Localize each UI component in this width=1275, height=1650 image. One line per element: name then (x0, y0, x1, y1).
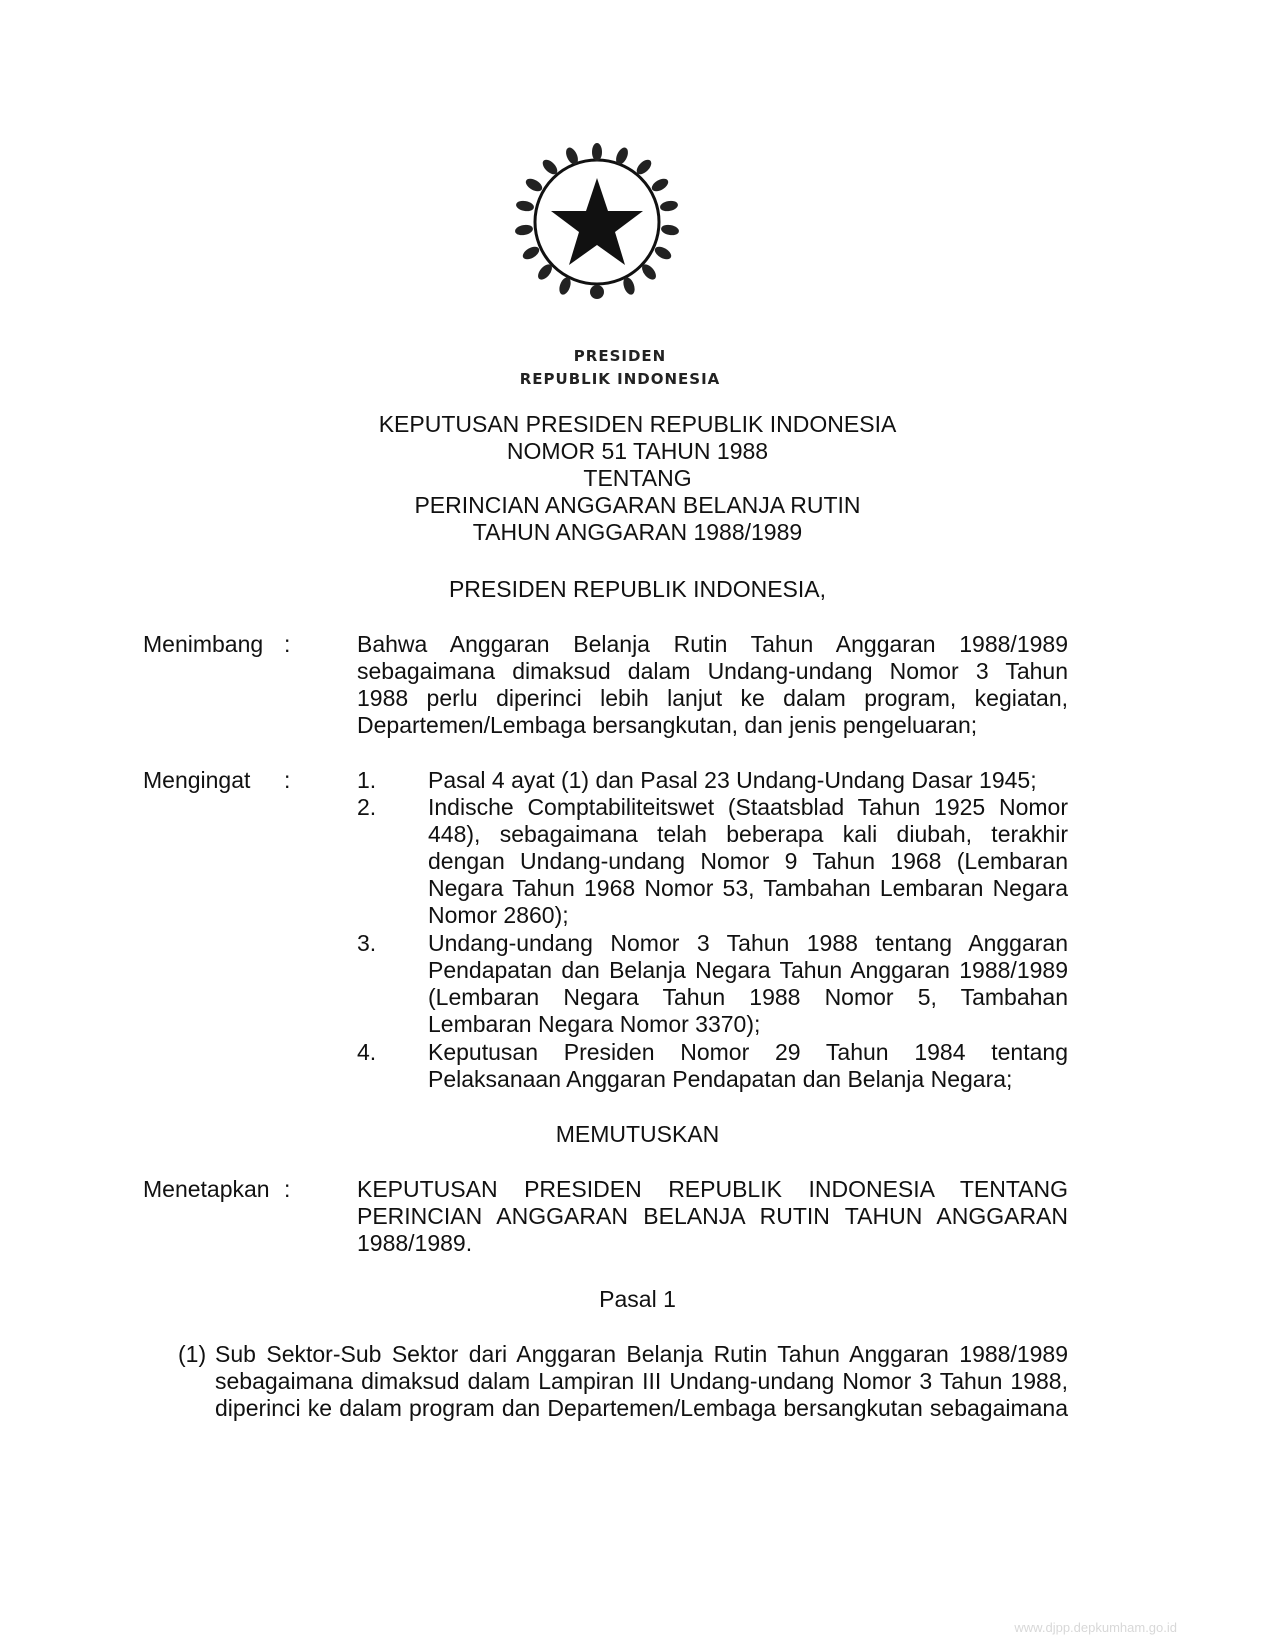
menetapkan-colon: : (284, 1176, 291, 1202)
menetapkan-line: PERINCIAN ANGGARAN BELANJA RUTIN TAHUN ANGGARAN (357, 1203, 1068, 1229)
memutuskan-heading: MEMUTUSKAN (555, 1121, 720, 1147)
mengingat-item-line: Keputusan Presiden Nomor 29 Tahun 1984 tentang (428, 1039, 1068, 1065)
mengingat-item-number: 1. (357, 767, 377, 793)
pasal-clause-line: sebagaimana dimaksud dalam Lampiran III Undang-undang Nomor 3 Tahun 1988, (215, 1368, 1068, 1394)
decree-title: KEPUTUSAN PRESIDEN REPUBLIK INDONESIA (378, 411, 897, 437)
pasal-clause-number: (1) (178, 1341, 207, 1367)
seal-subtitle: REPUBLIK INDONESIA (519, 370, 721, 388)
mengingat-item-line: Nomor 2860); (428, 902, 569, 928)
decree-subject: PERINCIAN ANGGARAN BELANJA RUTIN (414, 492, 861, 518)
source-watermark: www.djpp.depkumham.go.id (1014, 1620, 1177, 1635)
menimbang-colon: : (284, 631, 291, 657)
menimbang-label: Menimbang (143, 631, 264, 657)
seal-title: PRESIDEN (573, 347, 667, 365)
mengingat-item-line: dengan Undang-undang Nomor 9 Tahun 1968 (Lembaran (428, 848, 1068, 874)
president-line: PRESIDEN REPUBLIK INDONESIA, (448, 576, 827, 602)
mengingat-item-number: 3. (357, 930, 377, 956)
mengingat-item-number: 4. (357, 1039, 377, 1065)
pasal-clause-line: Sub Sektor-Sub Sektor dari Anggaran Belanja Rutin Tahun Anggaran 1988/1989 (215, 1341, 1068, 1367)
decree-fiscal-year: TAHUN ANGGARAN 1988/1989 (472, 519, 803, 545)
mengingat-item-line: Undang-undang Nomor 3 Tahun 1988 tentang Anggaran (428, 930, 1068, 956)
mengingat-label: Mengingat (143, 767, 251, 793)
pasal-heading: Pasal 1 (599, 1286, 676, 1312)
mengingat-item-number: 2. (357, 794, 377, 820)
mengingat-item-line: 448), sebagaimana telah beberapa kali diubah, terakhir (428, 821, 1068, 847)
mengingat-item-line: (Lembaran Negara Tahun 1988 Nomor 5, Tambahan (428, 984, 1068, 1010)
menetapkan-label: Menetapkan (143, 1176, 270, 1202)
pasal-clause-line: diperinci ke dalam program dan Departemen/Lembaga bersangkutan sebagaimana (215, 1395, 1068, 1421)
mengingat-item-line: Negara Tahun 1968 Nomor 53, Tambahan Lembaran Negara (428, 875, 1068, 901)
mengingat-item-line: Pasal 4 ayat (1) dan Pasal 23 Undang-Undang Dasar 1945; (428, 767, 1037, 793)
menetapkan-line: KEPUTUSAN PRESIDEN REPUBLIK INDONESIA TENTANG (357, 1176, 1068, 1202)
menimbang-line: 1988 perlu diperinci lebih lanjut ke dalam program, kegiatan, (357, 685, 1068, 711)
mengingat-item-line: Indische Comptabiliteitswet (Staatsblad Tahun 1925 Nomor (428, 794, 1068, 820)
menimbang-line: Departemen/Lembaga bersangkutan, dan jenis pengeluaran; (357, 712, 978, 738)
menimbang-line: Bahwa Anggaran Belanja Rutin Tahun Anggaran 1988/1989 (357, 631, 1068, 657)
decree-tentang: TENTANG (583, 465, 692, 491)
menetapkan-line: 1988/1989. (357, 1230, 473, 1256)
mengingat-item-line: Pendapatan dan Belanja Negara Tahun Anggaran 1988/1989 (428, 957, 1068, 983)
mengingat-item-line: Pelaksanaan Anggaran Pendapatan dan Belanja Negara; (428, 1066, 1013, 1092)
mengingat-item-line: Lembaran Negara Nomor 3370); (428, 1011, 761, 1037)
mengingat-colon: : (284, 767, 291, 793)
presidential-seal-emblem (477, 140, 717, 310)
decree-number: NOMOR 51 TAHUN 1988 (506, 438, 769, 464)
menimbang-line: sebagaimana dimaksud dalam Undang-undang Nomor 3 Tahun (357, 658, 1068, 684)
